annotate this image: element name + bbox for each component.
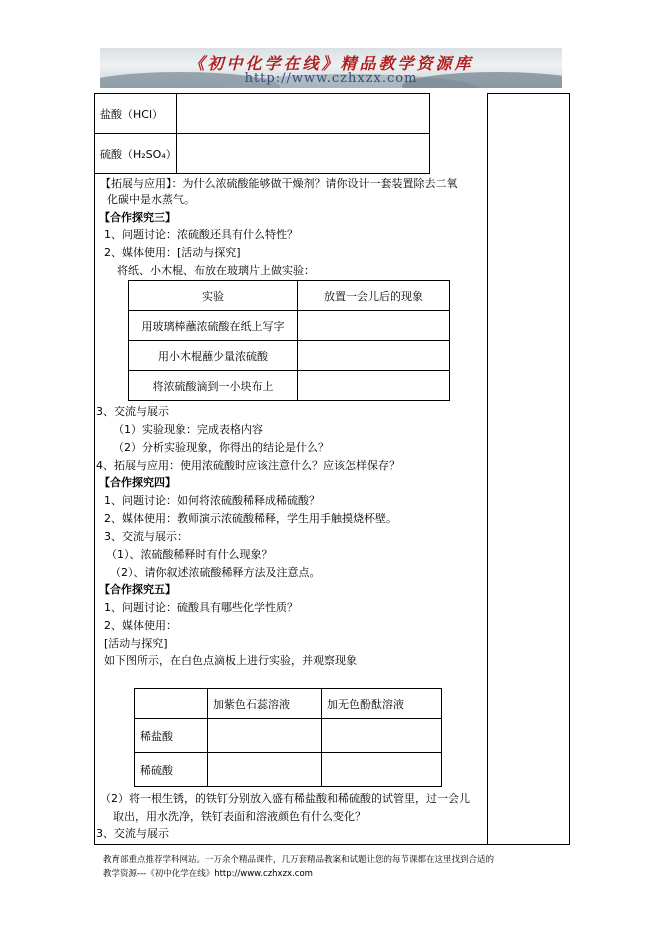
header-banner [100,48,562,88]
indicator-table [134,688,442,787]
banner-url: http://www.czhxzx.com [244,71,418,86]
question-text: 2、媒体使用： [104,619,177,632]
acid-cell [177,134,430,174]
experiment-name: 将浓硫酸滴到一小块布上 [129,371,298,401]
table-row [135,689,442,719]
acid-name: 盐酸（HCl） [95,94,177,134]
frame-top [487,93,570,94]
table-row [129,371,450,401]
corner-cell [135,689,208,719]
question-text: 1、问题讨论：如何将浓硫酸稀释成稀硫酸？ [104,494,320,507]
column-header: 加无色酚酞溶液 [322,689,442,719]
footer [103,853,573,881]
question-text: 3、交流与展示 [96,827,169,840]
question-text: 1、问题讨论：硫酸具有哪些化学性质？ [104,601,298,614]
question-text: 2、媒体使用：[活动与探究] [104,246,241,259]
experiment-name: 用小木棍蘸少量浓硫酸 [129,341,298,371]
activity-label: [活动与探究] [104,637,168,650]
result-cell [208,753,322,787]
instruction-text: 如下图所示，在白色点滴板上进行实验，并观察现象 [104,654,357,667]
section-heading-5: 【合作探究五】 [99,583,176,596]
banner-title: 《初中化学在线》精品教学资源库 [188,54,474,73]
observation-cell [298,371,450,401]
tuozhan-text-cont: 化碳中是水蒸气。 [107,193,195,206]
row-header: 稀盐酸 [135,719,208,753]
sub-question-text: （2）分析实验现象，你得出的结论是什么？ [113,441,329,454]
question-text: 4、拓展与应用：使用浓硫酸时应该注意什么？应该怎样保存？ [96,459,400,472]
paragraph-text: 取出，用水洗净，铁钉表面和溶液颜色有什么变化？ [113,810,366,823]
experiment-table [128,280,450,401]
paragraph-text: （2）将一根生锈，的铁钉分别放入盛有稀盐酸和稀硫酸的试管里，过一会儿 [100,792,470,805]
question-text: 3、交流与展示 [96,405,169,418]
table-row [95,134,430,174]
footer-line: 教学资源---《初中化学在线》http://www.czhxzx.com [103,869,313,879]
result-cell [322,753,442,787]
question-text: 3、交流与展示： [104,530,188,543]
table-row [129,341,450,371]
observation-cell [298,311,450,341]
footer-line: 教育部重点推荐学科网站。一万余个精品课件，几万套精品教案和试题让您的每节课都在这里找到合适的 [103,855,495,865]
frame-bottom [94,844,570,845]
table-row [95,94,430,134]
table-row [129,311,450,341]
row-header: 稀硫酸 [135,753,208,787]
column-header: 实验 [129,281,298,311]
table-row [129,281,450,311]
question-text: 2、媒体使用：教师演示浓硫酸稀释，学生用手触摸烧杯壁。 [104,512,397,525]
result-cell [322,719,442,753]
sub-question-text: （1）、浓硫酸稀释时有什么现象？ [106,548,273,561]
section-heading-3: 【合作探究三】 [99,211,176,224]
tuozhan-text: 【拓展与应用】：为什么浓硫酸能够做干燥剂？请你设计一套装置除去二氧 [100,177,458,190]
sub-question-text: （1）实验现象：完成表格内容 [113,423,263,436]
result-cell [208,719,322,753]
section-heading-4: 【合作探究四】 [99,476,176,489]
instruction-text: 将纸、小木棍、布放在玻璃片上做实验： [117,264,315,277]
column-header: 加紫色石蕊溶液 [208,689,322,719]
acid-table [94,93,430,174]
question-text: 1、问题讨论：浓硫酸还具有什么特性？ [104,228,298,241]
column-header: 放置一会儿后的现象 [298,281,450,311]
observation-cell [298,341,450,371]
table-row [135,719,442,753]
frame-left [94,93,95,845]
acid-name: 硫酸（H₂SO₄） [95,134,177,174]
frame-right [569,93,570,845]
sub-question-text: （2）、请你叙述浓硫酸稀释方法及注意点。 [110,566,321,579]
acid-cell [177,94,430,134]
experiment-name: 用玻璃棒蘸浓硫酸在纸上写字 [129,311,298,341]
frame-divider [487,93,488,845]
table-row [135,753,442,787]
